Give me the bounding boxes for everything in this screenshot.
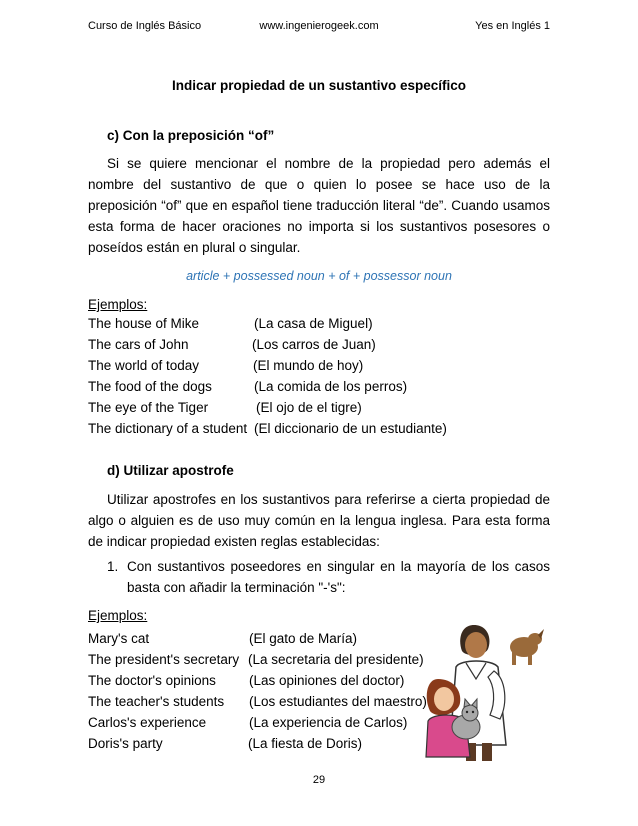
section-c-heading: c) Con la preposición “of” (107, 128, 275, 143)
example-english: The president's secretary (88, 652, 240, 667)
example-spanish: (La experiencia de Carlos) (249, 715, 408, 730)
section-c-examples-label: Ejemplos: (88, 297, 148, 312)
example-spanish: (El gato de María) (249, 631, 358, 646)
page-title: Indicar propiedad de un sustantivo específico (171, 78, 467, 93)
header-website: www.ingenierogeek.com (259, 20, 379, 32)
veterinarian-girl-cat-clipart (420, 615, 552, 765)
section-c-paragraph (88, 153, 550, 258)
possession-formula: article + possessed noun + of + possessor noun (186, 269, 452, 283)
example-english: The world of today (88, 358, 200, 373)
rule-number: 1. (107, 559, 119, 574)
header-book-title: Yes en Inglés 1 (475, 20, 550, 32)
page-number: 29 (312, 774, 326, 786)
example-spanish: (El mundo de hoy) (253, 358, 364, 373)
rule-text: Con sustantivos poseedores en singular en la mayoría de los casos basta con añadir la terminación "-'s": (127, 559, 550, 595)
header-course-name: Curso de Inglés Básico (88, 20, 202, 32)
section-c-paragraph-text: Si se quiere mencionar el nombre de la propiedad pero además el nombre del sustantivo de que o quien lo posee se hace uso de la preposición “of” que en español tiene traducción literal “de”. Cuando usamos esta forma de hacer oraciones no importa si los sustantivos posesores o poseídos están en plural o singular. (88, 156, 550, 255)
example-spanish: (La casa de Miguel) (254, 316, 373, 331)
example-english: The food of the dogs (88, 379, 212, 394)
example-english: The house of Mike (88, 316, 200, 331)
example-english: The cars of John (88, 337, 189, 352)
example-english: Doris's party (88, 736, 163, 751)
example-english: Carlos's experience (88, 715, 207, 730)
example-spanish: (Los estudiantes del maestro) (249, 694, 427, 709)
rule-1 (107, 556, 550, 598)
section-d-heading: d) Utilizar apostrofe (107, 463, 234, 478)
dog-icon (510, 629, 544, 665)
example-english: The eye of the Tiger (88, 400, 209, 415)
example-spanish: (El diccionario de un estudiante) (254, 421, 447, 436)
example-english: The teacher's students (88, 694, 225, 709)
example-spanish: (La fiesta de Doris) (248, 736, 363, 751)
example-spanish: (El ojo de el tigre) (256, 400, 362, 415)
section-d-paragraph (88, 489, 550, 552)
example-english: The dictionary of a student (88, 421, 248, 436)
example-spanish: (Las opiniones del doctor) (249, 673, 405, 688)
section-d-examples-label: Ejemplos: (88, 608, 148, 623)
example-spanish: (La secretaria del presidente) (248, 652, 424, 667)
example-spanish: (La comida de los perros) (254, 379, 408, 394)
section-d-paragraph-text: Utilizar apostrofes en los sustantivos para referirse a cierta propiedad de algo o alguien es de uso muy común en la lengua inglesa. Para esta forma de indicar propiedad existen reglas establecidas: (88, 492, 550, 549)
example-spanish: (Los carros de Juan) (252, 337, 376, 352)
example-english: Mary's cat (88, 631, 150, 646)
example-english: The doctor's opinions (88, 673, 216, 688)
